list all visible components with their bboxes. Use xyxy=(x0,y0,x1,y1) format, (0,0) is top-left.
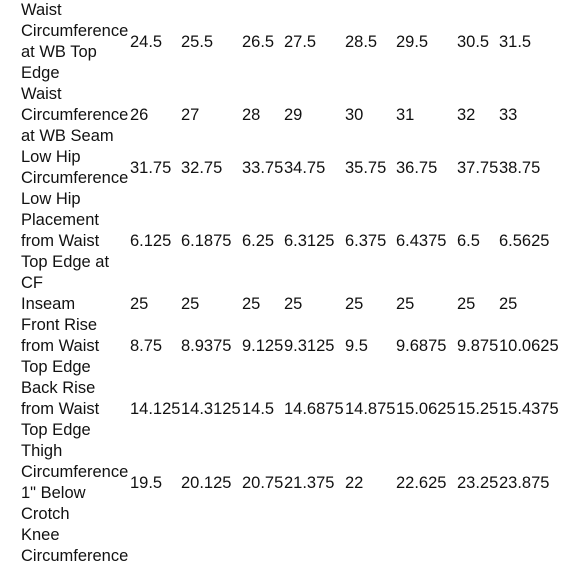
table-cell: 25 xyxy=(457,295,476,313)
table-cell: 6.1875 xyxy=(181,232,232,250)
row-label: Thigh Circumference 1" Below Crotch xyxy=(21,442,129,523)
table-cell: 32.75 xyxy=(181,158,223,177)
table-cell: 23.25 xyxy=(457,473,499,492)
table-cell: 33 xyxy=(499,106,518,124)
table-cell: 6.25 xyxy=(242,232,275,250)
table-cell: 31.75 xyxy=(130,158,172,177)
table-cell: 30 xyxy=(345,106,364,124)
table-row xyxy=(21,441,580,525)
row-label: Low Hip Placement from Waist Top Edge at CF xyxy=(21,190,110,292)
table-cell: 19.5 xyxy=(130,473,163,492)
table-cell: 15.25 xyxy=(457,400,499,418)
table-cell xyxy=(345,525,396,567)
row-label: Back Rise from Waist Top Edge xyxy=(21,379,100,439)
table-cell: 8.9375 xyxy=(181,337,232,355)
row-label: Front Rise from Waist Top Edge xyxy=(21,316,100,376)
row-label: Knee Circumference xyxy=(21,526,129,565)
table-cell: 34.75 xyxy=(284,158,326,177)
table-cell: 30.5 xyxy=(457,32,490,51)
table-cell: 26 xyxy=(130,106,149,124)
table-cell: 14.125 xyxy=(130,400,181,418)
table-cell: 14.3125 xyxy=(181,400,241,418)
table-cell: 9.125 xyxy=(242,337,284,355)
table-cell: 9.6875 xyxy=(396,337,447,355)
row-label: Waist Circumference at WB Top Edge xyxy=(21,1,129,82)
table-cell: 27 xyxy=(181,106,200,124)
table-row xyxy=(21,315,580,378)
measurement-table xyxy=(21,0,580,567)
table-cell: 20.125 xyxy=(181,473,232,492)
table-cell: 32 xyxy=(457,106,476,124)
table-cell: 6.4375 xyxy=(396,232,447,250)
table-cell xyxy=(130,525,181,567)
table-cell xyxy=(181,525,242,567)
table-cell: 37.75 xyxy=(457,158,499,177)
table-cell xyxy=(457,525,499,567)
table-cell: 25 xyxy=(499,295,518,313)
table-cell: 15.4375 xyxy=(499,400,559,418)
table-cell: 25 xyxy=(284,295,303,313)
table-cell: 14.875 xyxy=(345,400,396,418)
table-cell: 29.5 xyxy=(396,32,429,51)
table-cell: 9.875 xyxy=(457,337,499,355)
table-cell: 14.5 xyxy=(242,400,275,418)
table-row xyxy=(21,0,580,84)
table-row xyxy=(21,147,580,189)
table-row xyxy=(21,525,580,567)
table-cell: 9.3125 xyxy=(284,337,335,355)
table-cell: 25 xyxy=(345,295,364,313)
table-cell: 6.5625 xyxy=(499,232,550,250)
table-cell: 25 xyxy=(130,295,149,313)
table-cell: 25 xyxy=(396,295,415,313)
table-cell: 8.75 xyxy=(130,337,163,355)
table-cell: 25.5 xyxy=(181,32,214,51)
table-cell: 35.75 xyxy=(345,158,387,177)
table-cell: 31 xyxy=(396,106,415,124)
table-cell: 10.0625 xyxy=(499,337,559,355)
spec-sheet xyxy=(21,0,580,567)
row-label: Inseam xyxy=(21,295,76,313)
table-row xyxy=(21,294,580,315)
table-cell: 29 xyxy=(284,106,303,124)
table-cell xyxy=(284,525,345,567)
row-label: Low Hip Circumference xyxy=(21,148,129,187)
table-row xyxy=(21,189,580,294)
table-cell: 28 xyxy=(242,106,261,124)
table-cell: 28.5 xyxy=(345,32,378,51)
table-row xyxy=(21,84,580,147)
table-cell: 14.6875 xyxy=(284,400,344,418)
table-cell: 6.5 xyxy=(457,232,480,250)
table-cell: 23.875 xyxy=(499,473,550,492)
table-cell: 9.5 xyxy=(345,337,368,355)
table-cell: 21.375 xyxy=(284,473,335,492)
table-cell: 6.375 xyxy=(345,232,387,250)
table-cell: 25 xyxy=(181,295,200,313)
row-label: Waist Circumference at WB Seam xyxy=(21,85,129,145)
table-cell: 22 xyxy=(345,473,364,492)
table-cell: 20.75 xyxy=(242,473,284,492)
table-cell: 38.75 xyxy=(499,158,541,177)
table-cell: 15.0625 xyxy=(396,400,456,418)
table-cell xyxy=(396,525,457,567)
table-cell: 6.125 xyxy=(130,232,172,250)
table-cell: 33.75 xyxy=(242,158,284,177)
table-row xyxy=(21,378,580,441)
table-cell: 25 xyxy=(242,295,261,313)
table-cell: 27.5 xyxy=(284,32,317,51)
table-cell: 24.5 xyxy=(130,32,163,51)
table-cell: 22.625 xyxy=(396,473,447,492)
table-cell: 26.5 xyxy=(242,32,275,51)
table-cell: 36.75 xyxy=(396,158,438,177)
table-cell xyxy=(499,525,580,567)
table-cell xyxy=(242,525,284,567)
table-cell: 31.5 xyxy=(499,32,532,51)
table-cell: 6.3125 xyxy=(284,232,335,250)
